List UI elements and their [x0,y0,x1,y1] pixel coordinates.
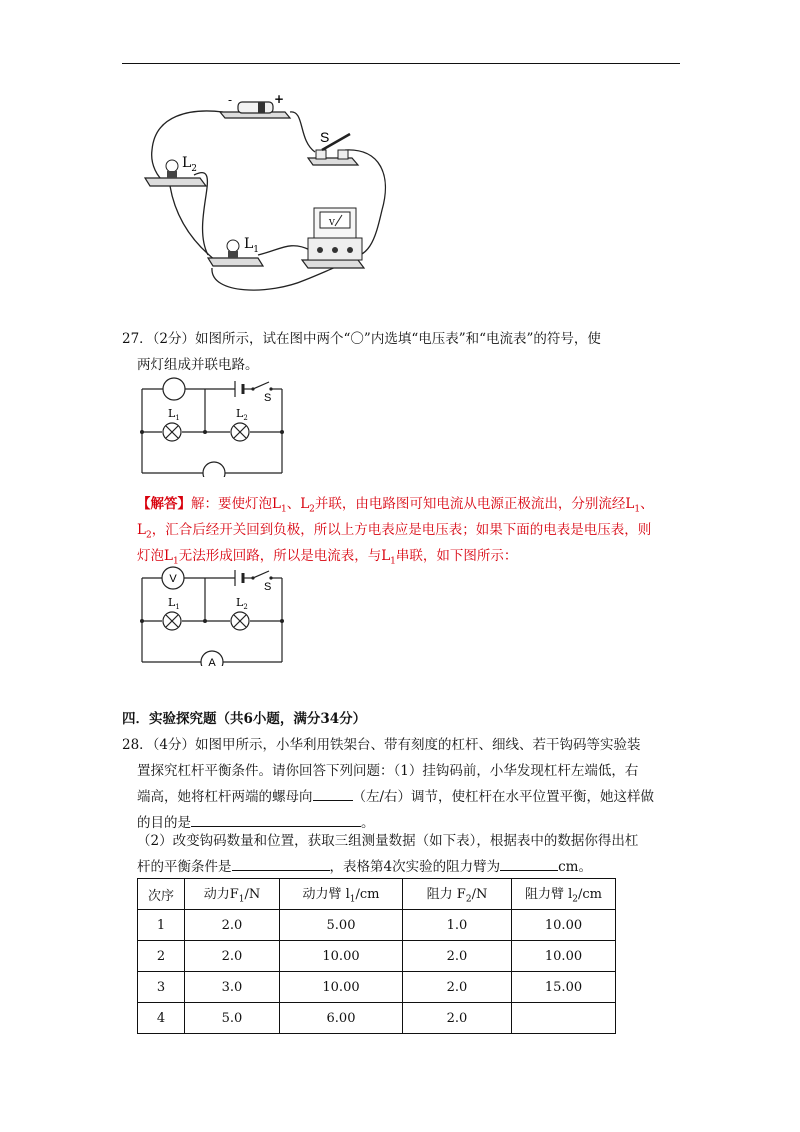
answer-tag: 【解答】 [137,496,191,512]
voltmeter-symbol-label: V [169,573,177,585]
table-row [138,910,616,941]
voltmeter-label: V [329,218,335,227]
switch-symbol-label: S [264,581,272,593]
answer-line-3: 灯泡$L_1$无法形成回路，所以是电流表，与$L_1$串联，如下图所示： [137,548,518,567]
cell-index: 1 [138,910,185,941]
battery-symbol [235,570,243,586]
cell-resistance-force: 2.0 [403,941,512,972]
battery-plus: + [274,92,285,106]
cell-effort-arm: 6.00 [280,1003,403,1034]
meter-top-blank[interactable] [163,378,185,400]
cell-resistance-arm[interactable] [512,1003,616,1034]
table-row [138,972,616,1003]
q28-line-4: 的目的是 。 [137,810,375,836]
cell-index: 4 [138,1003,185,1034]
ammeter-symbol-label: A [208,657,216,666]
answer-line-1: 【解答】解：要使灯泡$L_1$、$L_2$并联，由电路图可知电流从电源正极流出，分别流经$L_1$、 [137,496,654,515]
cell-effort-force: 3.0 [185,972,280,1003]
l1-symbol-label: $L_1$ [168,596,180,611]
cell-effort-arm: 10.00 [280,941,403,972]
header-index: 次序 [138,879,185,910]
cell-resistance-arm: 10.00 [512,910,616,941]
header-effort-force: 动力$F_1/N$ [185,879,280,910]
cell-index: 2 [138,941,185,972]
header-resistance-force: 阻力 $F_2/N$ [403,879,512,910]
voltmeter-symbol [162,567,184,589]
cell-effort-force: 2.0 [185,910,280,941]
answer-blank-condition[interactable] [232,856,330,871]
lamp-l1-icon [163,423,181,441]
header-resistance-arm: 阻力臂 $l_2/cm$ [512,879,616,910]
cell-resistance-force: 1.0 [403,910,512,941]
l2-symbol-label: $L_2$ [236,596,248,611]
l2-symbol-label: $L_2$ [236,407,248,422]
q26-circuit-figure [130,90,420,305]
cell-effort-arm: 5.00 [280,910,403,941]
lamp-l2-icon [231,423,249,441]
lamp-l1-icon [163,612,181,630]
voltmeter-icon [302,208,364,268]
ammeter-symbol [201,651,223,666]
l1-symbol-label: $L_1$ [168,407,180,422]
meter-bottom-blank[interactable] [203,462,225,477]
data-table [137,878,616,1034]
switch-label: S [320,129,330,145]
answer-blank-purpose[interactable] [191,812,361,827]
q28-line-3: 端高，她将杠杆两端的螺母向 （左/右）调节，使杠杆在水平位置平衡，她这样做 [137,784,654,810]
answer-line-2: $L_2$，汇合后经开关回到负极，所以上方电表应是电压表；如果下面的电表是电压表，则 [137,522,652,541]
cell-resistance-force: 2.0 [403,972,512,1003]
cell-resistance-arm: 15.00 [512,972,616,1003]
section-heading: 四．实验探究题（共6小题，满分34分） [122,711,367,727]
l1-label: $L_1$ [244,236,260,255]
q28-line-5: （2）改变钩码数量和位置，获取三组测量数据（如下表），根据表中的数据你得出杠 [137,833,639,849]
header-rule [122,63,680,64]
answer-blank-arm[interactable] [500,856,558,871]
q28-line-6: 杆的平衡条件是 ，表格第4次实验的阻力臂为 cm。 [137,854,592,880]
cell-effort-force: 2.0 [185,941,280,972]
table-header-row [138,879,616,910]
lamp-l2-icon [231,612,249,630]
answer-blank-direction[interactable] [313,786,353,801]
q28-line-2: 置探究杠杆平衡条件。请你回答下列问题：（1）挂钩码前，小华发现杠杆左端低，右 [137,763,639,779]
answer-circuit-diagram [137,566,287,666]
l2-label: $L_2$ [182,155,198,174]
q27-line-2: 两灯组成并联电路。 [137,357,259,373]
cell-effort-arm: 10.00 [280,972,403,1003]
table-row [138,1003,616,1034]
switch-symbol-label: S [264,392,272,404]
q28-line-1: 28．（4分）如图甲所示，小华利用铁架台、带有刻度的杠杆、细线、若干钩码等实验装 [122,737,641,753]
table-row [138,941,616,972]
cell-index: 3 [138,972,185,1003]
q27-circuit-diagram [137,377,287,477]
battery-symbol [235,381,243,397]
cell-resistance-arm: 10.00 [512,941,616,972]
cell-effort-force: 5.0 [185,1003,280,1034]
q27-line-1: 27．（2分）如图所示，试在图中两个“〇”内选填“电压表”和“电流表”的符号，使 [122,331,601,347]
cell-resistance-force: 2.0 [403,1003,512,1034]
battery-minus: - [228,93,233,107]
header-effort-arm: 动力臂 $l_1/cm$ [280,879,403,910]
